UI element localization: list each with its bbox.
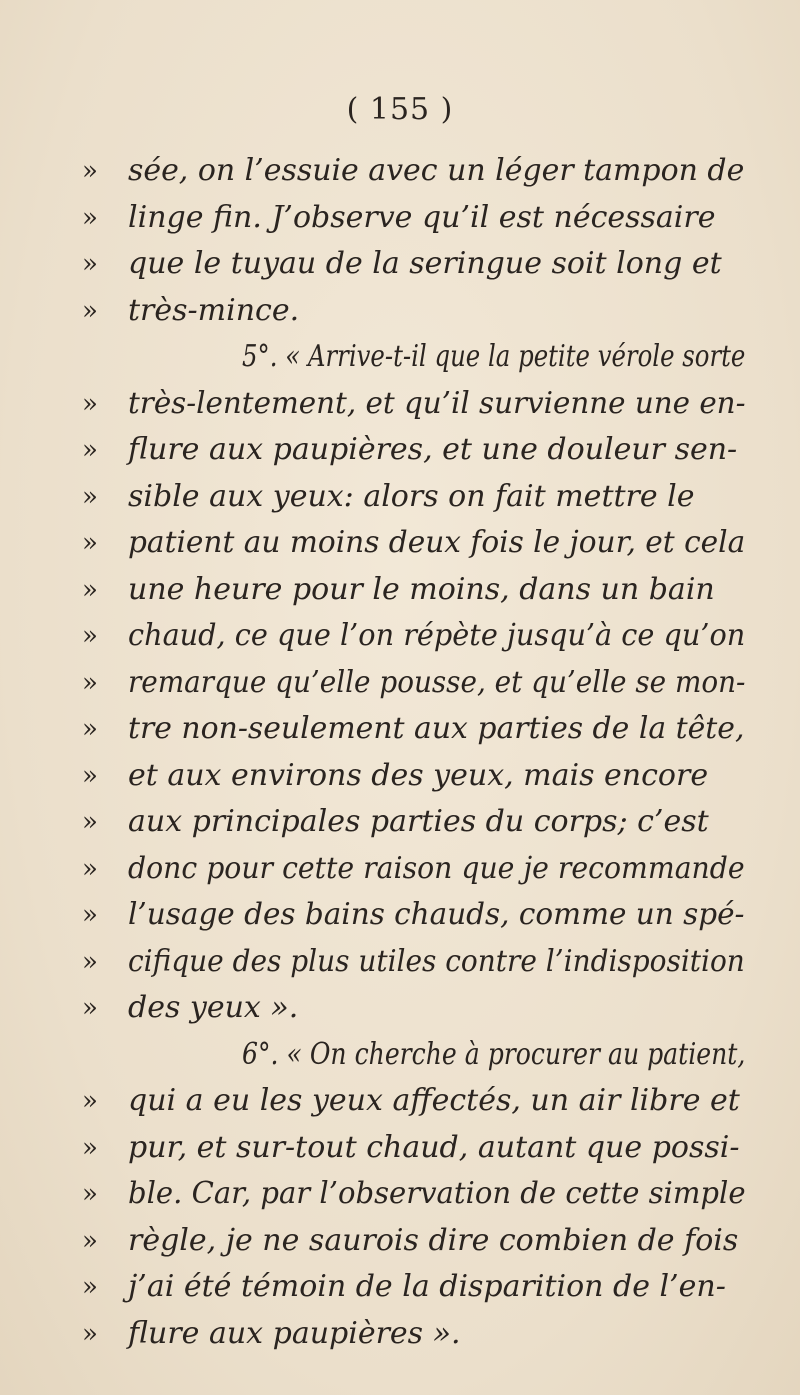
line-text: pur, et sur-tout chaud, autant que possi- — [128, 1130, 740, 1165]
line-text: patient au moins deux fois le jour, et cela — [128, 525, 746, 560]
line-text: sée, on l’essuie avec un léger tampon de — [128, 153, 745, 188]
quote-mark: » — [82, 575, 98, 605]
quote-mark: » — [82, 761, 98, 791]
quote-mark: » — [82, 389, 98, 419]
quote-mark: » — [82, 203, 98, 233]
line-text: remarque qu’elle pousse, et qu’elle se mon- — [128, 665, 746, 700]
quote-mark: » — [82, 249, 98, 279]
line-text: aux principales parties du corps; c’est — [128, 804, 709, 839]
line-text: très-lentement, et qu’il survienne une en- — [128, 386, 746, 421]
quote-mark: » — [82, 900, 98, 930]
line-text: des yeux ». — [128, 990, 299, 1025]
line-text: l’usage des bains chauds, comme un spé- — [128, 897, 745, 932]
line-text: flure aux paupières, et une douleur sen- — [128, 432, 738, 467]
line-text: qui a eu les yeux affectés, un air libre et — [128, 1083, 740, 1118]
quote-mark: » — [82, 807, 98, 837]
quote-mark: » — [82, 296, 98, 326]
line-text: règle, je ne saurois dire combien de fois — [128, 1223, 739, 1258]
line-text: j’ai été témoin de la disparition de l’en- — [128, 1269, 726, 1304]
line-text: 6°. « On cherche à procurer au patient, — [242, 1037, 746, 1072]
quote-mark: » — [82, 1179, 98, 1209]
line-text: tre non-seulement aux parties de la tête, — [128, 711, 745, 746]
quote-mark: » — [82, 993, 98, 1023]
quote-mark: » — [82, 668, 98, 698]
line-text: que le tuyau de la seringue soit long et — [128, 246, 722, 281]
line-text: linge fin. J’observe qu’il est nécessaire — [128, 200, 716, 235]
text-line — [0, 1305, 800, 1363]
quote-mark: » — [82, 1133, 98, 1163]
line-text: cifique des plus utiles contre l’indisposition — [128, 944, 745, 979]
quote-mark: » — [82, 621, 98, 651]
line-text: une heure pour le moins, dans un bain — [128, 572, 715, 607]
line-text: flure aux paupières ». — [128, 1316, 461, 1351]
quote-mark: » — [82, 714, 98, 744]
line-text: chaud, ce que l’on répète jusqu’à ce qu’on — [128, 618, 746, 653]
line-text: très-mince. — [128, 293, 300, 328]
quote-mark: » — [82, 947, 98, 977]
line-text: ble. Car, par l’observation de cette simple — [128, 1176, 746, 1211]
quote-mark: » — [82, 156, 98, 186]
quote-mark: » — [82, 435, 98, 465]
quote-mark: » — [82, 1086, 98, 1116]
quote-mark: » — [82, 482, 98, 512]
line-text: 5°. « Arrive-t-il que la petite vérole sorte — [242, 339, 746, 374]
line-text: sible aux yeux: alors on fait mettre le — [128, 479, 695, 514]
quote-mark: » — [82, 1319, 98, 1349]
quote-mark: » — [82, 854, 98, 884]
page-number: ( 155 ) — [346, 92, 454, 127]
quote-mark: » — [82, 1226, 98, 1256]
line-text: donc pour cette raison que je recommande — [128, 851, 745, 886]
line-text: et aux environs des yeux, mais encore — [128, 758, 709, 793]
quote-mark: » — [82, 528, 98, 558]
quote-mark: » — [82, 1272, 98, 1302]
